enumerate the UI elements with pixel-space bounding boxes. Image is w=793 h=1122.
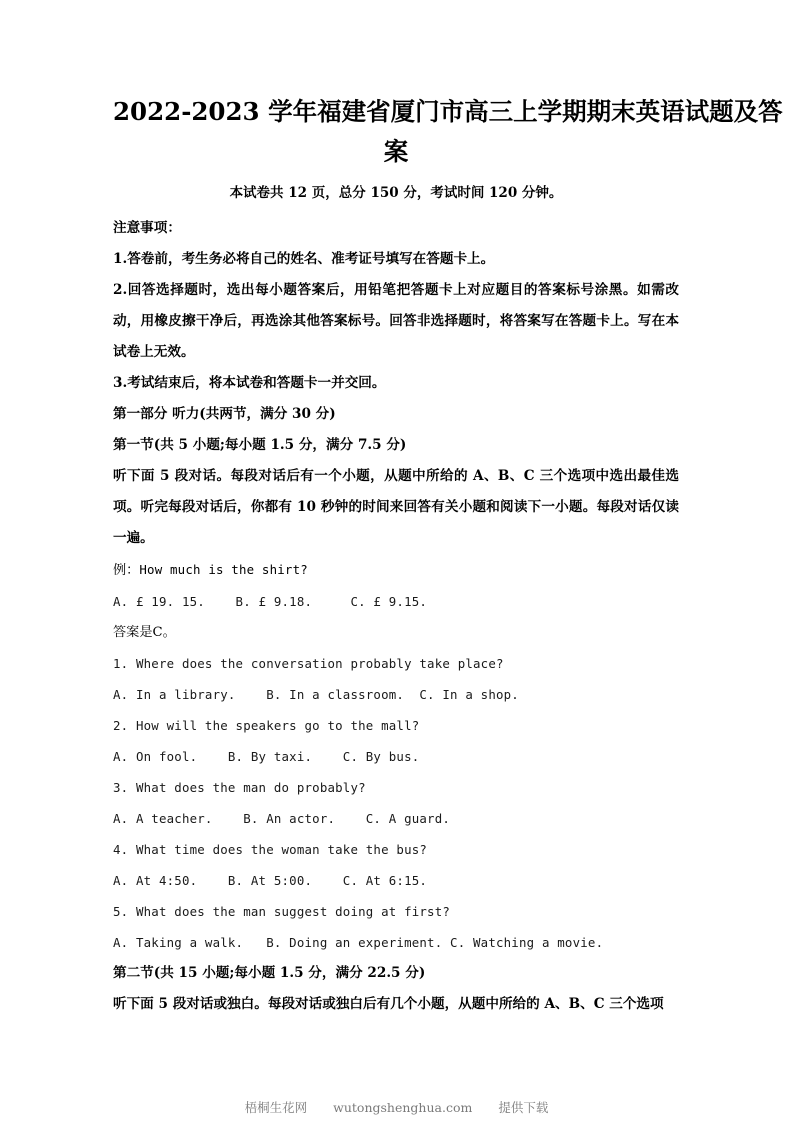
footer-action: 提供下载 bbox=[498, 1100, 549, 1115]
footer-site-name: 梧桐生花网 bbox=[244, 1100, 308, 1115]
question-1-options: A. In a library. B. In a classroom. C. In a shop. bbox=[113, 687, 519, 702]
example-options: A. £ 19. 15. B. £ 9.18. C. £ 9.15. bbox=[113, 594, 428, 609]
question-5-stem: 5. What does the man suggest doing at first? bbox=[113, 904, 451, 919]
page-footer bbox=[0, 1098, 793, 1116]
question-3-options: A. A teacher. B. An actor. C. A guard. bbox=[113, 811, 451, 826]
example-question-text: How much is the shirt? bbox=[139, 562, 308, 577]
notes-item-2: 2.回答选择题时，选出每小题答案后，用铅笔把答题卡上对应题目的答案标号涂黑。如需改动，用橡皮擦干净后，再选涂其他答案标号。回答非选择题时，将答案写在答题卡上。写在本试卷上无效。 bbox=[113, 282, 679, 360]
notes-heading: 注意事项： bbox=[113, 220, 181, 236]
question-1-stem: 1. Where does the conversation probably take place? bbox=[113, 656, 504, 671]
example-answer: 答案是C。 bbox=[113, 625, 176, 640]
example-label: 例： bbox=[113, 563, 140, 578]
example-question bbox=[113, 554, 679, 586]
question-5-options: A. Taking a walk. B. Doing an experiment. C. Watching a movie. bbox=[113, 935, 604, 950]
section-1-heading: 第一节(共 5 小题;每小题 1.5 分，满分 7.5 分) bbox=[113, 437, 407, 453]
notes-item-1: 1.答卷前，考生务必将自己的姓名、准考证号填写在答题卡上。 bbox=[113, 251, 495, 267]
question-2-stem: 2. How will the speakers go to the mall? bbox=[113, 718, 420, 733]
question-4-stem: 4. What time does the woman take the bus? bbox=[113, 842, 428, 857]
question-2-options: A. On fool. B. By taxi. C. By bus. bbox=[113, 749, 420, 764]
notes-item-3: 3.考试结束后，将本试卷和答题卡一并交回。 bbox=[113, 375, 386, 391]
section-2-heading: 第二节(共 15 小题;每小题 1.5 分，满分 22.5 分) bbox=[113, 965, 426, 981]
question-3-stem: 3. What does the man do probably? bbox=[113, 780, 366, 795]
footer-domain: wutongshenghua.com bbox=[333, 1100, 473, 1115]
document-content bbox=[113, 92, 783, 1020]
page-title-line-1: 2022-2023 学年福建省厦门市高三上学期期末英语试题及答 bbox=[113, 97, 783, 126]
part-1-heading: 第一部分 听力(共两节，满分 30 分) bbox=[113, 406, 336, 422]
page-title-line-2: 案 bbox=[383, 137, 409, 166]
exam-subtitle: 本试卷共 12 页，总分 150 分，考试时间 120 分钟。 bbox=[229, 185, 563, 201]
section-1-instructions: 听下面 5 段对话。每段对话后有一个小题，从题中所给的 A、B、C 三个选项中选出最佳选项。听完每段对话后，你都有 10 秒钟的时间来回答有关小题和阅读下一小题。每段对话仅读一遍。 bbox=[113, 468, 679, 546]
page-title bbox=[113, 92, 783, 172]
section-2-instructions: 听下面 5 段对话或独白。每段对话或独白后有几个小题，从题中所给的 A、B、C 三个选项 bbox=[113, 996, 664, 1012]
question-4-options: A. At 4:50. B. At 5:00. C. At 6:15. bbox=[113, 873, 428, 888]
